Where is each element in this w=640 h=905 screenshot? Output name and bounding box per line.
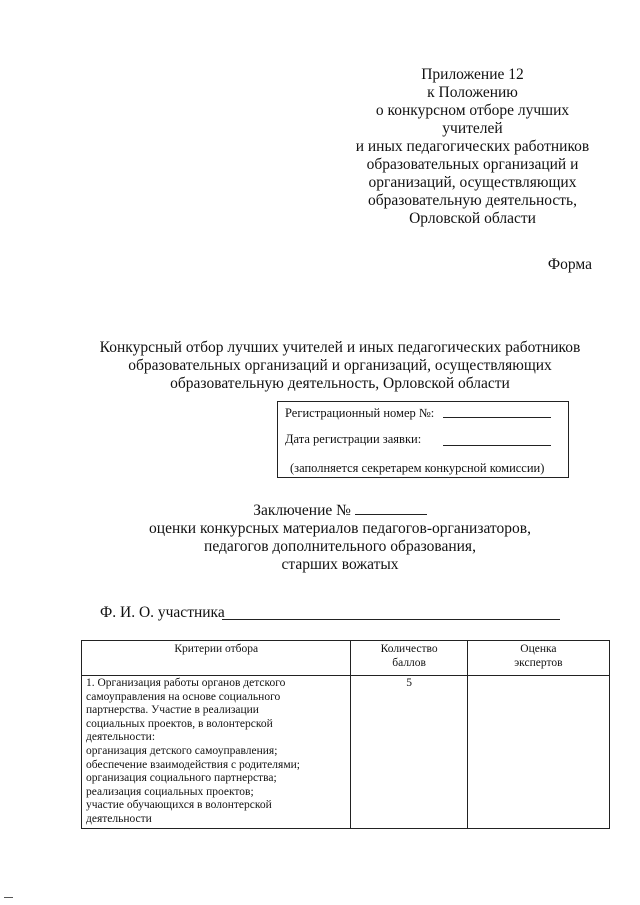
registration-box	[277, 401, 569, 478]
criteria-line: участие обучающихся в волонтерской	[86, 799, 272, 812]
table-row	[82, 676, 610, 829]
header-expert	[467, 641, 609, 676]
appendix-line: Приложение 12	[421, 66, 524, 83]
criteria-line: партнерства. Участие в реализации	[86, 704, 259, 717]
header-expert-line: Оценка	[520, 643, 557, 655]
score-cell: 5	[351, 676, 467, 829]
criteria-cell	[82, 676, 351, 829]
contest-title-line: образовательную деятельность, Орловской области	[170, 375, 510, 392]
participant-name-field[interactable]	[222, 619, 560, 620]
registration-note: (заполняется секретарем конкурсной комиссии)	[290, 461, 545, 475]
conclusion-number-field[interactable]	[355, 502, 427, 515]
appendix-line: о конкурсном отборе лучших	[375, 102, 570, 119]
contest-title-line: образовательных организаций и организаций, осуществляющих	[128, 357, 552, 374]
appendix-line: образовательных организаций и	[366, 156, 579, 173]
header-score	[351, 641, 467, 676]
criteria-line: деятельности:	[86, 731, 156, 744]
header-score-line: Количество	[380, 643, 438, 655]
header-score-line: баллов	[392, 656, 426, 669]
appendix-line: к Положению	[427, 84, 518, 101]
contest-title-line: Конкурсный отбор лучших учителей и иных педагогических работников	[99, 339, 581, 356]
criteria-table	[81, 640, 610, 829]
criteria-line: организация детского самоуправления;	[86, 744, 278, 757]
form-label: Форма	[547, 256, 592, 273]
conclusion-line: оценки конкурсных материалов педагогов-организаторов,	[149, 520, 531, 537]
header-criteria: Критерии отбора	[82, 641, 351, 676]
appendix-line: и иных педагогических работников	[355, 138, 590, 155]
conclusion-title-row	[60, 502, 620, 520]
criteria-line: самоуправления на основе социального	[86, 690, 281, 703]
appendix-line: Орловской области	[409, 210, 536, 227]
appendix-header	[330, 66, 615, 228]
appendix-line: учителей	[442, 120, 503, 137]
appendix-line: организаций, осуществляющих	[368, 174, 577, 191]
conclusion-block	[60, 502, 620, 574]
conclusion-title: Заключение №	[253, 502, 351, 519]
registration-date-field[interactable]	[443, 445, 551, 446]
criteria-line: деятельности	[86, 812, 152, 825]
criteria-line: реализация социальных проектов;	[86, 785, 254, 798]
conclusion-line: педагогов дополнительного образования,	[204, 538, 476, 555]
expert-score-cell[interactable]	[467, 676, 609, 829]
criteria-line: обеспечение взаимодействия с родителями;	[86, 758, 300, 771]
criteria-line: организация социального партнерства;	[86, 772, 277, 785]
header-expert-line: экспертов	[514, 656, 563, 669]
criteria-line: 1. Организация работы органов детского	[86, 677, 286, 689]
appendix-line: образовательную деятельность,	[368, 192, 577, 209]
contest-title	[60, 339, 620, 393]
page-edge-mark	[4, 897, 13, 898]
conclusion-line: старших вожатых	[281, 556, 399, 573]
registration-date-label: Дата регистрации заявки:	[285, 432, 422, 446]
participant-label: Ф. И. О. участника	[100, 604, 225, 621]
registration-number-label: Регистрационный номер №:	[285, 406, 435, 420]
registration-number-field[interactable]	[443, 417, 551, 418]
criteria-line: социальных проектов, в волонтерской	[86, 717, 273, 730]
table-header-row	[82, 641, 610, 676]
